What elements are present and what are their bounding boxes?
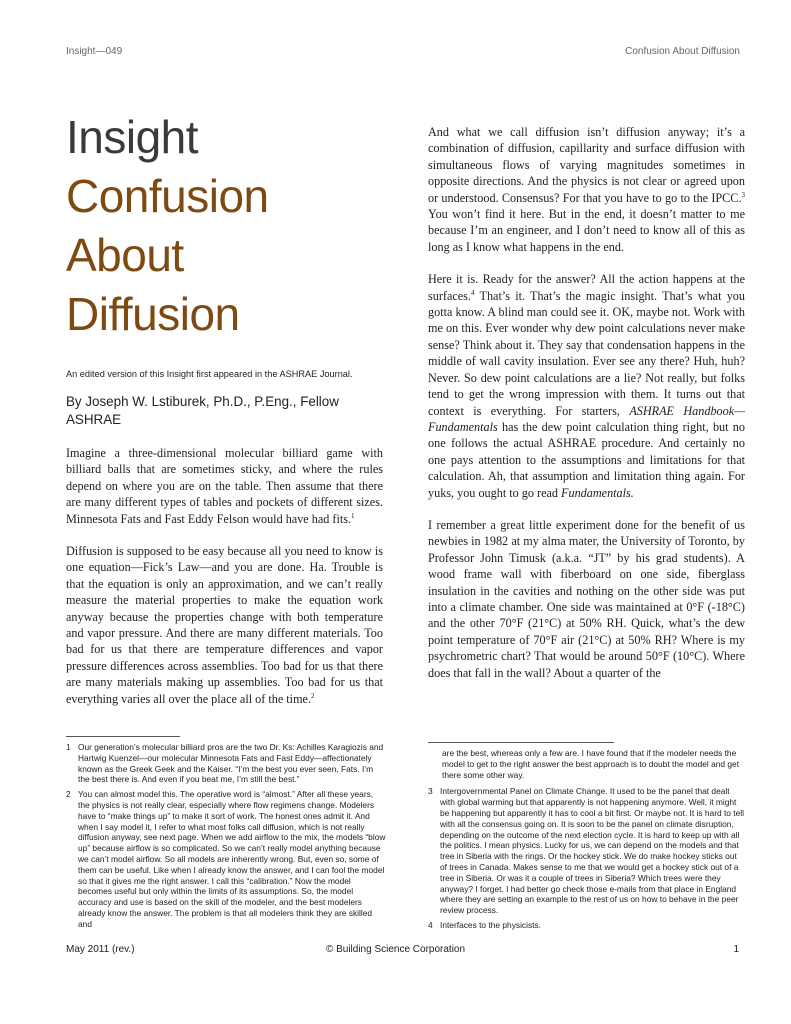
footnotes-right [428,748,745,935]
paragraph-text: And what we call diffusion isn’t diffusion anyway; it’s a combination of diffusion, capillarity and surface diffusion with simultaneous flows of varying magnitudes sometimes in opposite directions. And the physics is not clear or agreed upon or understood. Consensus? For that you have to go to the IPCC. [428,125,745,205]
footnote-ref[interactable]: 2 [311,691,315,700]
footnote-text: Interfaces to the physicists. [440,919,542,930]
title-line-2: About [66,229,184,281]
footer-date: May 2011 (rev.) [66,944,135,955]
paragraph-text: Imagine a three-dimensional molecular billiard game with billiard balls that are sometimes sticky, and where the rules depend on where you are on the table. Then assume that there are many different types of tables and pockets of different sizes. Minnesota Fats and Fast Eddy Felson would have had fits. [66,446,383,526]
body-paragraph-1 [66,445,383,527]
book-title: ASHRAE Handbook—Fundamentals [428,403,745,434]
footnote [428,786,745,916]
footnote-divider [428,742,614,743]
footnote-text: You can almost model this. The operative word is “almost.” After all these years, the physics is not really clear, especially where flow regimens change. Modelers have to “make things up” to make it sort of work. The honest ones admit it. And when I say model it, I refer to what most folks call diffusion, which is not really diffusion anyway, see next page. When we add airflow to the mix, the models “blow up” because airflow is so complicated. So we can’t really model anything because we can’t model airflow. So all models are inherently wrong. But, even so, some of them can be useful. Like when I already know the answer, and I can fool the model so that it gives me the right answer. I call this “calibration.” Now the model becomes useful but only within the limits of its assumptions. So, the model accuracy and use is based on the skill of the modeler, and the best modelers already know the answer. The problem is that all modelers think they are skilled and [78,789,386,929]
footer-copyright: © Building Science Corporation [325,944,466,955]
footnote-divider [66,736,180,737]
footnote [66,742,386,785]
book-title: Fundamentals. [561,485,634,500]
paragraph-text: Here it is. Ready for the answer? All the action happens at the surfaces. [428,272,745,303]
body-paragraph-2 [66,543,383,707]
author-byline: By Joseph W. Lstiburek, Ph.D., P.Eng., Fellow ASHRAE [66,394,339,427]
edition-note: An edited version of this Insight first appeared in the ASHRAE Journal. [66,369,353,379]
title-series: Insight [66,111,199,163]
title-line-3: Diffusion [66,288,240,340]
footnote-ref[interactable]: 4 [470,288,475,297]
footnote [428,920,745,931]
page-number: 1 [733,944,739,955]
footnote-number: 3 [428,786,433,797]
footnote-continuation: are the best, whereas only a few are. I have found that if the modeler needs the model to get to the right answer the best approach is to doubt the model and get there some other way. [442,748,740,780]
footnote [66,789,386,929]
left-column [66,108,383,723]
footnote-ref[interactable]: 1 [351,511,355,520]
footnote-number: 4 [428,919,433,930]
running-header-right: Confusion About Diffusion [625,46,740,57]
footnote-ref[interactable]: 3 [741,190,745,199]
title-line-1: Confusion [66,170,269,222]
footnote-text: Intergovernmental Panel on Climate Change. It used to be the panel that dealt with global warming but that apparently is not happening anymore. Well, it might be happening but apparently it has to cool a bit first. Or maybe not. It is hard to tell with all the consensus going on. It is soon to be the panel on climate disruption, depending on the outcome of the next election cycle. It is hard to keep up with all the politics. I mean physics. Lucky for us, we can depend on the models and that tree in Siberia with the rings. Or the hockey stick. We do make hockey sticks out of trees in Canada. Makes sense to me that we would get a hockey stick out of a tree in Siberia. Or was it a couple of trees in Siberia? Which trees were they anyway? I forget. I had better go check those e-mails from that place in England where they are setting an example to the rest of us on how to behave in the peer review process. [440,786,744,916]
body-paragraph-4 [428,271,745,501]
footnote-text: Our generation’s molecular billiard pros are the two Dr. Ks: Achilles Karagiozis and Hartwig Kuenzel—our molecular Minnesota Fats and Fast Eddy—affectionately known as the Greek Geek and the Kaiser. “I’m the best you ever seen, Fats. I’m the best there is. And even if you beat me, I’m still the best.” [78,742,384,785]
footnote-number: 2 [66,789,71,800]
footnote-number: 1 [66,742,71,752]
paragraph-text: Diffusion is supposed to be easy because all you need to know is one equation—Fick’s Law—and you are done. Ha. Trouble is that the equation is only an approximation, and we can’t really measure the material properties to make the equation work anyway because the properties change with both temperature and vapor pressure. And there are many different materials. Too bad for us that there are temperature differences and vapor pressure differences across assemblies. Too bad for us that there are many materials making up assemblies. Too bad for us that everything varies all over the place all of the time. [66,544,383,706]
article-title [66,108,383,344]
body-paragraph-5: I remember a great little experiment done for the benefit of us newbies in 1982 at my alma mater, the University of Toronto, by Professor John Timusk (a.k.a. “JT” by his grad students). A wood frame wall with fiberboard on one side, fiberglass insulation in the cavities and nothing on the other side was put into a climate chamber. One side was maintained at 0°F (-18°C) and the other 70°F (21°C) at 50% RH. Quick, what’s the dew point temperature of 70°F air (21°C) at 50% RH? Where is my psychrometric chart? That would be around 50°F (10°C). Where does that fall in the wall? About a quarter of the [428,517,745,680]
body-paragraph-3 [428,124,745,255]
paragraph-text: You won’t find it here. But in the end, it doesn’t matter to me because I’m an engineer, and I don’t need to know all of this as long as I know what happens in the end. [428,207,745,254]
paragraph-text: has the dew point calculation thing right, but no one follows the actual ASHRAE procedure. And certainly no one pays attention to the assumptions and limitations for that calculation. Ah, that assumption and limitation thing again. For yuks, you ought to go read [428,419,745,500]
running-header-left: Insight—049 [66,46,123,57]
right-column [428,124,745,697]
paragraph-text: That’s it. That’s the magic insight. That’s what you gotta know. A blind man could see it. OK, maybe not. Work with me on this. Ever wonder why dew point calculations never make sense? Think about it. They say that condensation happens in the middle of wall cavity insulation. Ever see any there? Huh, huh? Never. So dew point calculations are a lie? Not really, but folks tend to get the wrong impression with them. It turns out that context is everything. For starters, [428,288,745,418]
footnotes-left [66,742,386,934]
